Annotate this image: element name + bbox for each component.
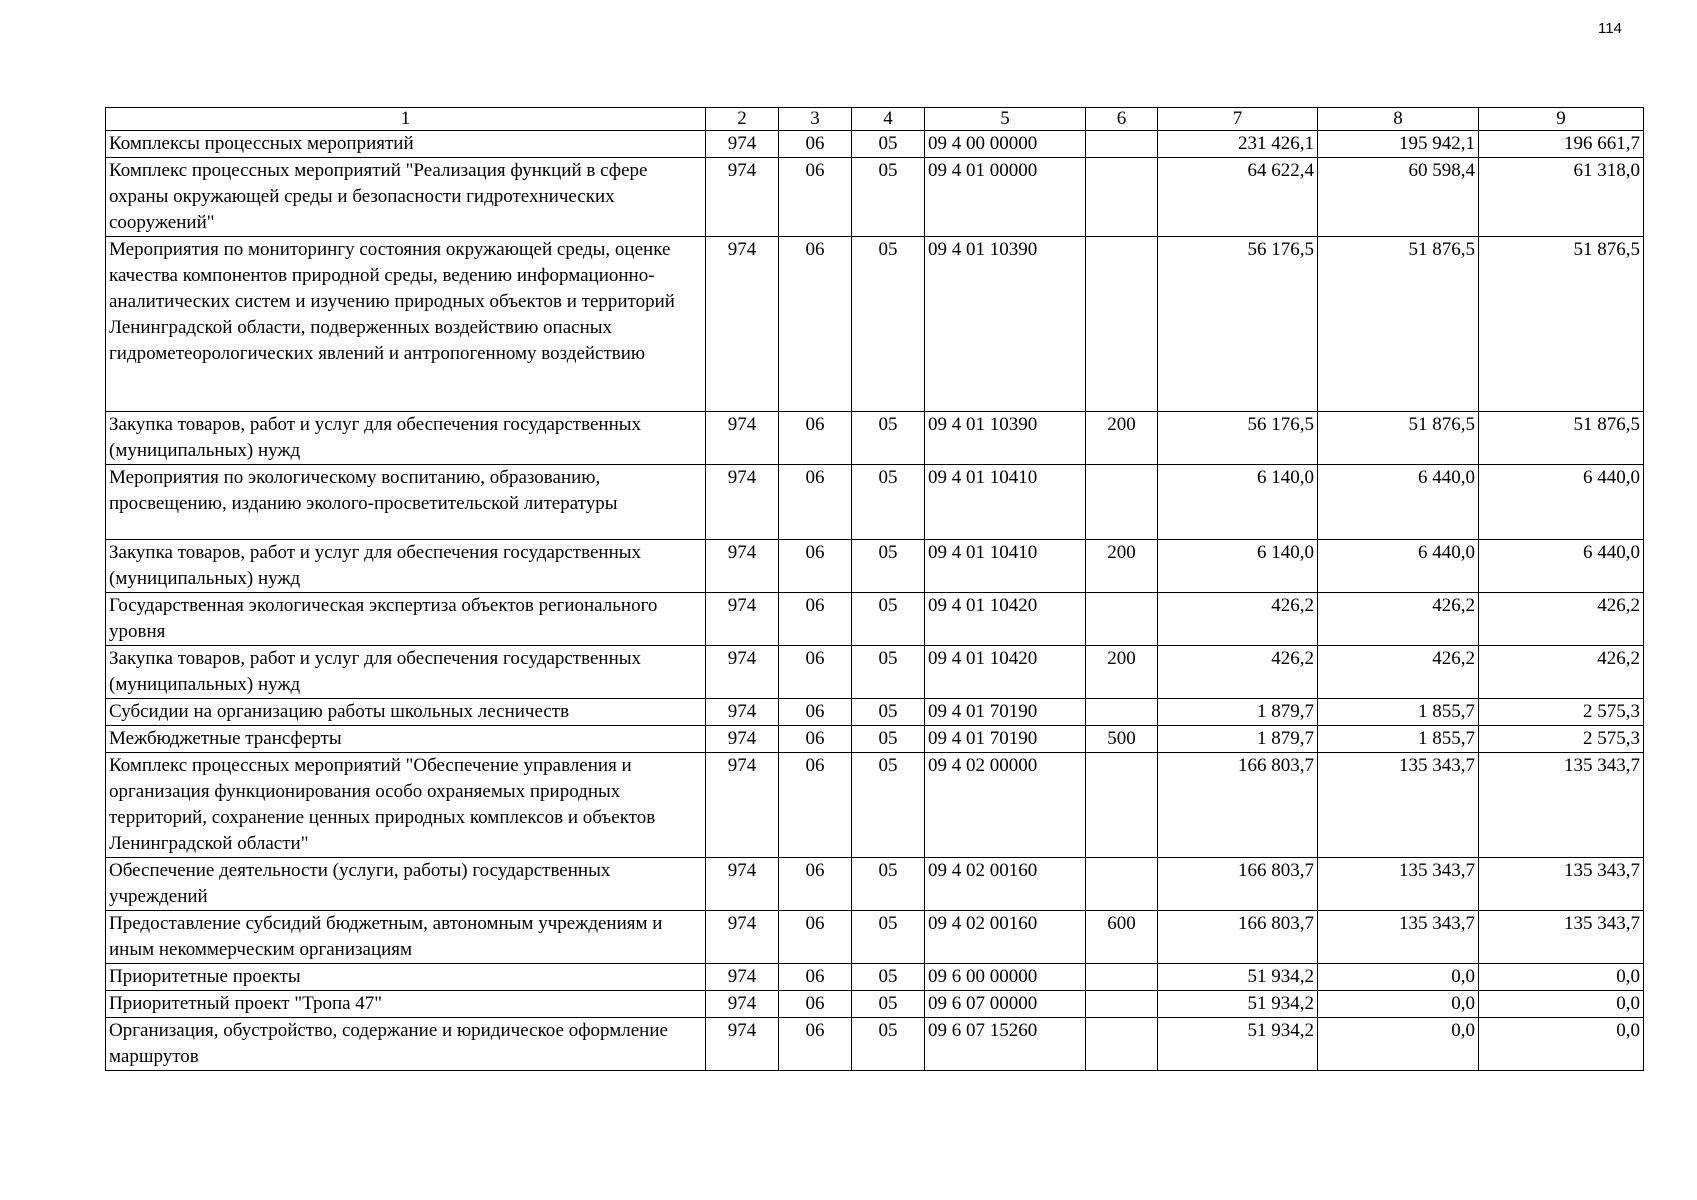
- row-section-code: 06: [779, 131, 852, 158]
- row-expense-type: [1086, 131, 1158, 158]
- row-section-code: 06: [779, 753, 852, 858]
- table-body: [106, 131, 1644, 1071]
- row-amount-col9: 135 343,7: [1479, 858, 1644, 911]
- row-amount-col8: 135 343,7: [1318, 753, 1479, 858]
- table-row: [106, 237, 1644, 412]
- table-row: [106, 699, 1644, 726]
- row-amount-col7: 51 934,2: [1158, 1018, 1318, 1071]
- row-amount-col8: 426,2: [1318, 593, 1479, 646]
- row-description: Государственная экологическая экспертиза объектов регионального уровня: [106, 593, 706, 646]
- row-amount-col8: 135 343,7: [1318, 858, 1479, 911]
- row-target-article: 09 4 01 70190: [925, 699, 1086, 726]
- table-row: [106, 858, 1644, 911]
- row-subsection-code: 05: [852, 858, 925, 911]
- table-row: [106, 753, 1644, 858]
- row-subsection-code: 05: [852, 1018, 925, 1071]
- table-row: [106, 465, 1644, 540]
- row-expense-type: 200: [1086, 540, 1158, 593]
- row-section-code: 06: [779, 158, 852, 237]
- row-amount-col8: 6 440,0: [1318, 540, 1479, 593]
- row-description: Субсидии на организацию работы школьных лесничеств: [106, 699, 706, 726]
- row-ministry-code: 974: [706, 593, 779, 646]
- row-subsection-code: 05: [852, 753, 925, 858]
- row-amount-col8: 426,2: [1318, 646, 1479, 699]
- row-amount-col7: 6 140,0: [1158, 540, 1318, 593]
- row-amount-col8: 195 942,1: [1318, 131, 1479, 158]
- page-number: 114: [1598, 20, 1622, 37]
- column-header: 5: [925, 108, 1086, 131]
- row-amount-col8: 60 598,4: [1318, 158, 1479, 237]
- row-target-article: 09 4 01 10390: [925, 412, 1086, 465]
- row-subsection-code: 05: [852, 911, 925, 964]
- row-amount-col9: 2 575,3: [1479, 699, 1644, 726]
- row-expense-type: [1086, 991, 1158, 1018]
- row-amount-col7: 1 879,7: [1158, 699, 1318, 726]
- row-amount-col9: 6 440,0: [1479, 540, 1644, 593]
- column-header: 1: [106, 108, 706, 131]
- row-expense-type: [1086, 858, 1158, 911]
- row-amount-col8: 51 876,5: [1318, 237, 1479, 412]
- row-description: Предоставление субсидий бюджетным, автономным учреждениям и иным некоммерческим организациям: [106, 911, 706, 964]
- row-section-code: 06: [779, 465, 852, 540]
- row-target-article: 09 6 07 15260: [925, 1018, 1086, 1071]
- row-expense-type: [1086, 964, 1158, 991]
- row-expense-type: 600: [1086, 911, 1158, 964]
- table-row: [106, 1018, 1644, 1071]
- row-section-code: 06: [779, 1018, 852, 1071]
- row-subsection-code: 05: [852, 593, 925, 646]
- row-ministry-code: 974: [706, 726, 779, 753]
- row-target-article: 09 4 02 00160: [925, 911, 1086, 964]
- row-section-code: 06: [779, 540, 852, 593]
- row-target-article: 09 4 02 00160: [925, 858, 1086, 911]
- row-amount-col7: 231 426,1: [1158, 131, 1318, 158]
- row-subsection-code: 05: [852, 237, 925, 412]
- row-ministry-code: 974: [706, 412, 779, 465]
- row-expense-type: [1086, 699, 1158, 726]
- row-subsection-code: 05: [852, 131, 925, 158]
- row-ministry-code: 974: [706, 158, 779, 237]
- row-target-article: 09 6 07 00000: [925, 991, 1086, 1018]
- row-subsection-code: 05: [852, 540, 925, 593]
- row-ministry-code: 974: [706, 540, 779, 593]
- row-subsection-code: 05: [852, 412, 925, 465]
- row-section-code: 06: [779, 991, 852, 1018]
- row-amount-col9: 2 575,3: [1479, 726, 1644, 753]
- row-amount-col9: 0,0: [1479, 1018, 1644, 1071]
- row-amount-col7: 64 622,4: [1158, 158, 1318, 237]
- row-description: Межбюджетные трансферты: [106, 726, 706, 753]
- row-amount-col7: 426,2: [1158, 646, 1318, 699]
- row-description: Закупка товаров, работ и услуг для обеспечения государственных (муниципальных) нужд: [106, 646, 706, 699]
- row-section-code: 06: [779, 646, 852, 699]
- table-row: [106, 593, 1644, 646]
- row-section-code: 06: [779, 593, 852, 646]
- row-section-code: 06: [779, 726, 852, 753]
- row-description: Обеспечение деятельности (услуги, работы) государственных учреждений: [106, 858, 706, 911]
- row-ministry-code: 974: [706, 964, 779, 991]
- row-target-article: 09 4 01 10390: [925, 237, 1086, 412]
- row-amount-col7: 51 934,2: [1158, 991, 1318, 1018]
- column-header: 2: [706, 108, 779, 131]
- table-row: [106, 991, 1644, 1018]
- row-expense-type: [1086, 1018, 1158, 1071]
- row-subsection-code: 05: [852, 646, 925, 699]
- row-expense-type: [1086, 465, 1158, 540]
- row-ministry-code: 974: [706, 465, 779, 540]
- row-amount-col8: 51 876,5: [1318, 412, 1479, 465]
- row-description: Приоритетный проект "Тропа 47": [106, 991, 706, 1018]
- row-amount-col7: 166 803,7: [1158, 911, 1318, 964]
- row-amount-col9: 426,2: [1479, 646, 1644, 699]
- row-target-article: 09 4 01 10420: [925, 593, 1086, 646]
- row-ministry-code: 974: [706, 858, 779, 911]
- budget-table: [105, 107, 1644, 1071]
- row-amount-col8: 135 343,7: [1318, 911, 1479, 964]
- row-section-code: 06: [779, 858, 852, 911]
- header-row: [106, 108, 1644, 131]
- row-amount-col9: 51 876,5: [1479, 412, 1644, 465]
- row-description: Комплексы процессных мероприятий: [106, 131, 706, 158]
- row-section-code: 06: [779, 699, 852, 726]
- row-expense-type: [1086, 753, 1158, 858]
- row-subsection-code: 05: [852, 726, 925, 753]
- row-amount-col8: 1 855,7: [1318, 699, 1479, 726]
- row-section-code: 06: [779, 964, 852, 991]
- row-subsection-code: 05: [852, 964, 925, 991]
- row-description: Комплекс процессных мероприятий "Обеспечение управления и организация функционирования особо охраняемых природных территорий, сохранение ценных природных комплексов и объектов Ленинградской области": [106, 753, 706, 858]
- row-amount-col7: 51 934,2: [1158, 964, 1318, 991]
- row-subsection-code: 05: [852, 465, 925, 540]
- row-amount-col8: 0,0: [1318, 1018, 1479, 1071]
- row-amount-col8: 0,0: [1318, 964, 1479, 991]
- column-header: 7: [1158, 108, 1318, 131]
- row-subsection-code: 05: [852, 699, 925, 726]
- row-amount-col9: 196 661,7: [1479, 131, 1644, 158]
- table-row: [106, 964, 1644, 991]
- row-target-article: 09 4 01 70190: [925, 726, 1086, 753]
- row-amount-col7: 166 803,7: [1158, 753, 1318, 858]
- table-row: [106, 412, 1644, 465]
- row-ministry-code: 974: [706, 1018, 779, 1071]
- row-expense-type: 200: [1086, 412, 1158, 465]
- table-row: [106, 131, 1644, 158]
- row-target-article: 09 4 01 10410: [925, 540, 1086, 593]
- row-amount-col9: 0,0: [1479, 991, 1644, 1018]
- table-row: [106, 158, 1644, 237]
- row-amount-col7: 426,2: [1158, 593, 1318, 646]
- row-amount-col9: 135 343,7: [1479, 753, 1644, 858]
- row-ministry-code: 974: [706, 646, 779, 699]
- row-amount-col8: 6 440,0: [1318, 465, 1479, 540]
- row-amount-col8: 0,0: [1318, 991, 1479, 1018]
- row-amount-col9: 61 318,0: [1479, 158, 1644, 237]
- table-row: [106, 646, 1644, 699]
- table-row: [106, 726, 1644, 753]
- row-target-article: 09 6 00 00000: [925, 964, 1086, 991]
- row-expense-type: [1086, 158, 1158, 237]
- row-target-article: 09 4 00 00000: [925, 131, 1086, 158]
- row-target-article: 09 4 01 10410: [925, 465, 1086, 540]
- column-header: 4: [852, 108, 925, 131]
- row-expense-type: [1086, 237, 1158, 412]
- row-ministry-code: 974: [706, 911, 779, 964]
- row-section-code: 06: [779, 412, 852, 465]
- row-ministry-code: 974: [706, 131, 779, 158]
- row-ministry-code: 974: [706, 237, 779, 412]
- column-header: 8: [1318, 108, 1479, 131]
- row-target-article: 09 4 01 10420: [925, 646, 1086, 699]
- row-expense-type: 500: [1086, 726, 1158, 753]
- row-amount-col7: 1 879,7: [1158, 726, 1318, 753]
- row-amount-col9: 0,0: [1479, 964, 1644, 991]
- column-header: 6: [1086, 108, 1158, 131]
- row-expense-type: 200: [1086, 646, 1158, 699]
- row-amount-col7: 166 803,7: [1158, 858, 1318, 911]
- row-description: Организация, обустройство, содержание и юридическое оформление маршрутов: [106, 1018, 706, 1071]
- row-description: Комплекс процессных мероприятий "Реализация функций в сфере охраны окружающей среды и безопасности гидротехнических сооружений": [106, 158, 706, 237]
- row-description: Мероприятия по экологическому воспитанию, образованию, просвещению, изданию эколого-просветительской литературы: [106, 465, 706, 540]
- row-subsection-code: 05: [852, 158, 925, 237]
- row-amount-col8: 1 855,7: [1318, 726, 1479, 753]
- row-description: Закупка товаров, работ и услуг для обеспечения государственных (муниципальных) нужд: [106, 540, 706, 593]
- row-section-code: 06: [779, 911, 852, 964]
- row-description: Приоритетные проекты: [106, 964, 706, 991]
- row-subsection-code: 05: [852, 991, 925, 1018]
- row-amount-col7: 56 176,5: [1158, 412, 1318, 465]
- row-amount-col9: 6 440,0: [1479, 465, 1644, 540]
- row-amount-col9: 426,2: [1479, 593, 1644, 646]
- column-header: 3: [779, 108, 852, 131]
- row-target-article: 09 4 02 00000: [925, 753, 1086, 858]
- row-expense-type: [1086, 593, 1158, 646]
- row-ministry-code: 974: [706, 991, 779, 1018]
- row-section-code: 06: [779, 237, 852, 412]
- table-row: [106, 540, 1644, 593]
- row-description: Мероприятия по мониторингу состояния окружающей среды, оценке качества компонентов природной среды, ведению информационно-аналитических систем и изучению природных объектов и территорий Ленинградской области, подверженных воздействию опасных гидрометеорологических явлений и антропогенному воздействию: [106, 237, 706, 412]
- table-row: [106, 911, 1644, 964]
- row-amount-col9: 51 876,5: [1479, 237, 1644, 412]
- row-description: Закупка товаров, работ и услуг для обеспечения государственных (муниципальных) нужд: [106, 412, 706, 465]
- row-amount-col9: 135 343,7: [1479, 911, 1644, 964]
- row-ministry-code: 974: [706, 753, 779, 858]
- row-target-article: 09 4 01 00000: [925, 158, 1086, 237]
- row-amount-col7: 56 176,5: [1158, 237, 1318, 412]
- column-header: 9: [1479, 108, 1644, 131]
- row-amount-col7: 6 140,0: [1158, 465, 1318, 540]
- row-ministry-code: 974: [706, 699, 779, 726]
